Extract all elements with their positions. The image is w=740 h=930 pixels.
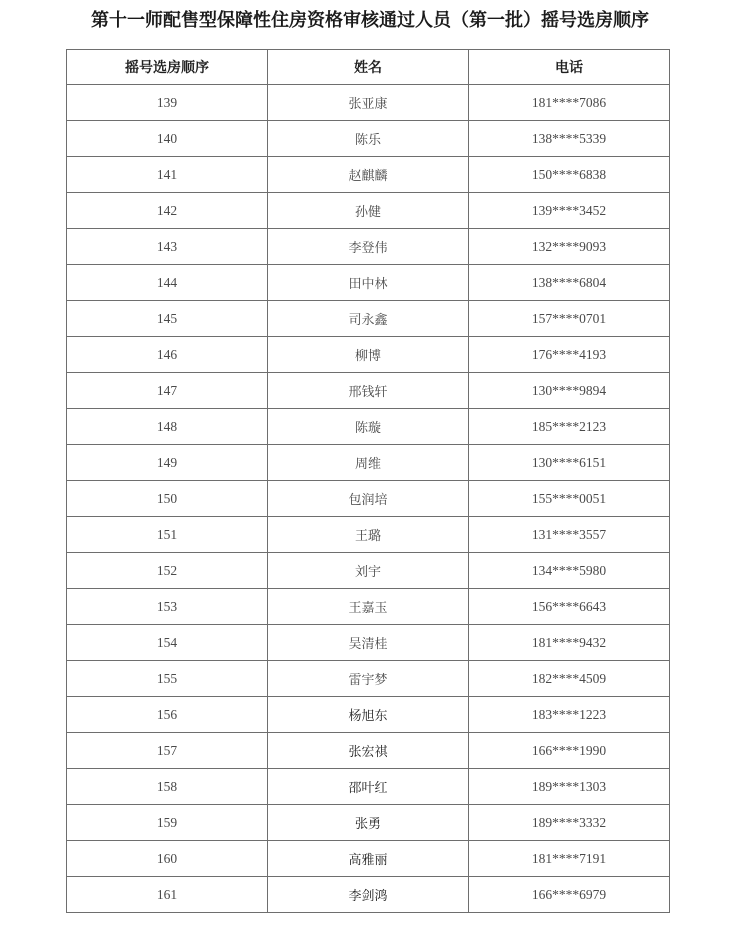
name-cell: 张宏祺 — [268, 733, 469, 769]
phone-cell: 132****9093 — [469, 229, 670, 265]
name-cell: 田中林 — [268, 265, 469, 301]
name-cell: 高雅丽 — [268, 841, 469, 877]
order-cell: 153 — [67, 589, 268, 625]
name-cell: 雷宇梦 — [268, 661, 469, 697]
name-cell: 司永鑫 — [268, 301, 469, 337]
phone-cell: 182****4509 — [469, 661, 670, 697]
name-cell: 包润培 — [268, 481, 469, 517]
header-order: 摇号选房顺序 — [67, 50, 268, 85]
order-cell: 144 — [67, 265, 268, 301]
order-cell: 152 — [67, 553, 268, 589]
table-row — [67, 85, 670, 121]
table-row — [67, 193, 670, 229]
table-body — [67, 85, 670, 913]
phone-cell: 181****7191 — [469, 841, 670, 877]
phone-cell: 138****6804 — [469, 265, 670, 301]
name-cell: 邵叶红 — [268, 769, 469, 805]
table-row — [67, 517, 670, 553]
order-cell: 141 — [67, 157, 268, 193]
name-cell: 孙健 — [268, 193, 469, 229]
table-row — [67, 481, 670, 517]
name-cell: 刘宇 — [268, 553, 469, 589]
name-cell: 张勇 — [268, 805, 469, 841]
order-cell: 157 — [67, 733, 268, 769]
lottery-order-table — [66, 49, 670, 913]
phone-cell: 166****6979 — [469, 877, 670, 913]
order-cell: 140 — [67, 121, 268, 157]
table-row — [67, 373, 670, 409]
phone-cell: 155****0051 — [469, 481, 670, 517]
order-cell: 143 — [67, 229, 268, 265]
table-row — [67, 229, 670, 265]
table-row — [67, 841, 670, 877]
phone-cell: 166****1990 — [469, 733, 670, 769]
order-cell: 161 — [67, 877, 268, 913]
name-cell: 陈璇 — [268, 409, 469, 445]
phone-cell: 189****3332 — [469, 805, 670, 841]
order-cell: 148 — [67, 409, 268, 445]
phone-cell: 130****6151 — [469, 445, 670, 481]
name-cell: 杨旭东 — [268, 697, 469, 733]
table-row — [67, 265, 670, 301]
name-cell: 柳博 — [268, 337, 469, 373]
table-row — [67, 661, 670, 697]
phone-cell: 185****2123 — [469, 409, 670, 445]
phone-cell: 157****0701 — [469, 301, 670, 337]
order-cell: 139 — [67, 85, 268, 121]
phone-cell: 138****5339 — [469, 121, 670, 157]
phone-cell: 183****1223 — [469, 697, 670, 733]
name-cell: 吴清桂 — [268, 625, 469, 661]
table-row — [67, 733, 670, 769]
phone-cell: 139****3452 — [469, 193, 670, 229]
order-cell: 160 — [67, 841, 268, 877]
phone-cell: 131****3557 — [469, 517, 670, 553]
phone-cell: 181****9432 — [469, 625, 670, 661]
table-row — [67, 625, 670, 661]
name-cell: 邢钱轩 — [268, 373, 469, 409]
order-cell: 158 — [67, 769, 268, 805]
table-row — [67, 121, 670, 157]
order-cell: 151 — [67, 517, 268, 553]
phone-cell: 130****9894 — [469, 373, 670, 409]
table-row — [67, 445, 670, 481]
order-cell: 150 — [67, 481, 268, 517]
name-cell: 李登伟 — [268, 229, 469, 265]
order-cell: 147 — [67, 373, 268, 409]
name-cell: 王璐 — [268, 517, 469, 553]
order-cell: 155 — [67, 661, 268, 697]
table-row — [67, 769, 670, 805]
header-phone: 电话 — [469, 50, 670, 85]
table-row — [67, 553, 670, 589]
table-row — [67, 589, 670, 625]
phone-cell: 181****7086 — [469, 85, 670, 121]
order-cell: 146 — [67, 337, 268, 373]
name-cell: 王嘉玉 — [268, 589, 469, 625]
order-cell: 154 — [67, 625, 268, 661]
table-row — [67, 157, 670, 193]
document-title: 第十一师配售型保障性住房资格审核通过人员（第一批）摇号选房顺序 — [91, 10, 649, 31]
phone-cell: 150****6838 — [469, 157, 670, 193]
table-row — [67, 697, 670, 733]
table-row — [67, 337, 670, 373]
order-cell: 145 — [67, 301, 268, 337]
name-cell: 赵麒麟 — [268, 157, 469, 193]
table-row — [67, 409, 670, 445]
order-cell: 149 — [67, 445, 268, 481]
table-row — [67, 301, 670, 337]
table-header-row — [67, 50, 670, 85]
phone-cell: 189****1303 — [469, 769, 670, 805]
order-cell: 159 — [67, 805, 268, 841]
header-name: 姓名 — [268, 50, 469, 85]
table-row — [67, 805, 670, 841]
order-cell: 156 — [67, 697, 268, 733]
name-cell: 周维 — [268, 445, 469, 481]
name-cell: 张亚康 — [268, 85, 469, 121]
name-cell: 李剑鸿 — [268, 877, 469, 913]
order-cell: 142 — [67, 193, 268, 229]
name-cell: 陈乐 — [268, 121, 469, 157]
table-row — [67, 877, 670, 913]
phone-cell: 134****5980 — [469, 553, 670, 589]
phone-cell: 176****4193 — [469, 337, 670, 373]
phone-cell: 156****6643 — [469, 589, 670, 625]
